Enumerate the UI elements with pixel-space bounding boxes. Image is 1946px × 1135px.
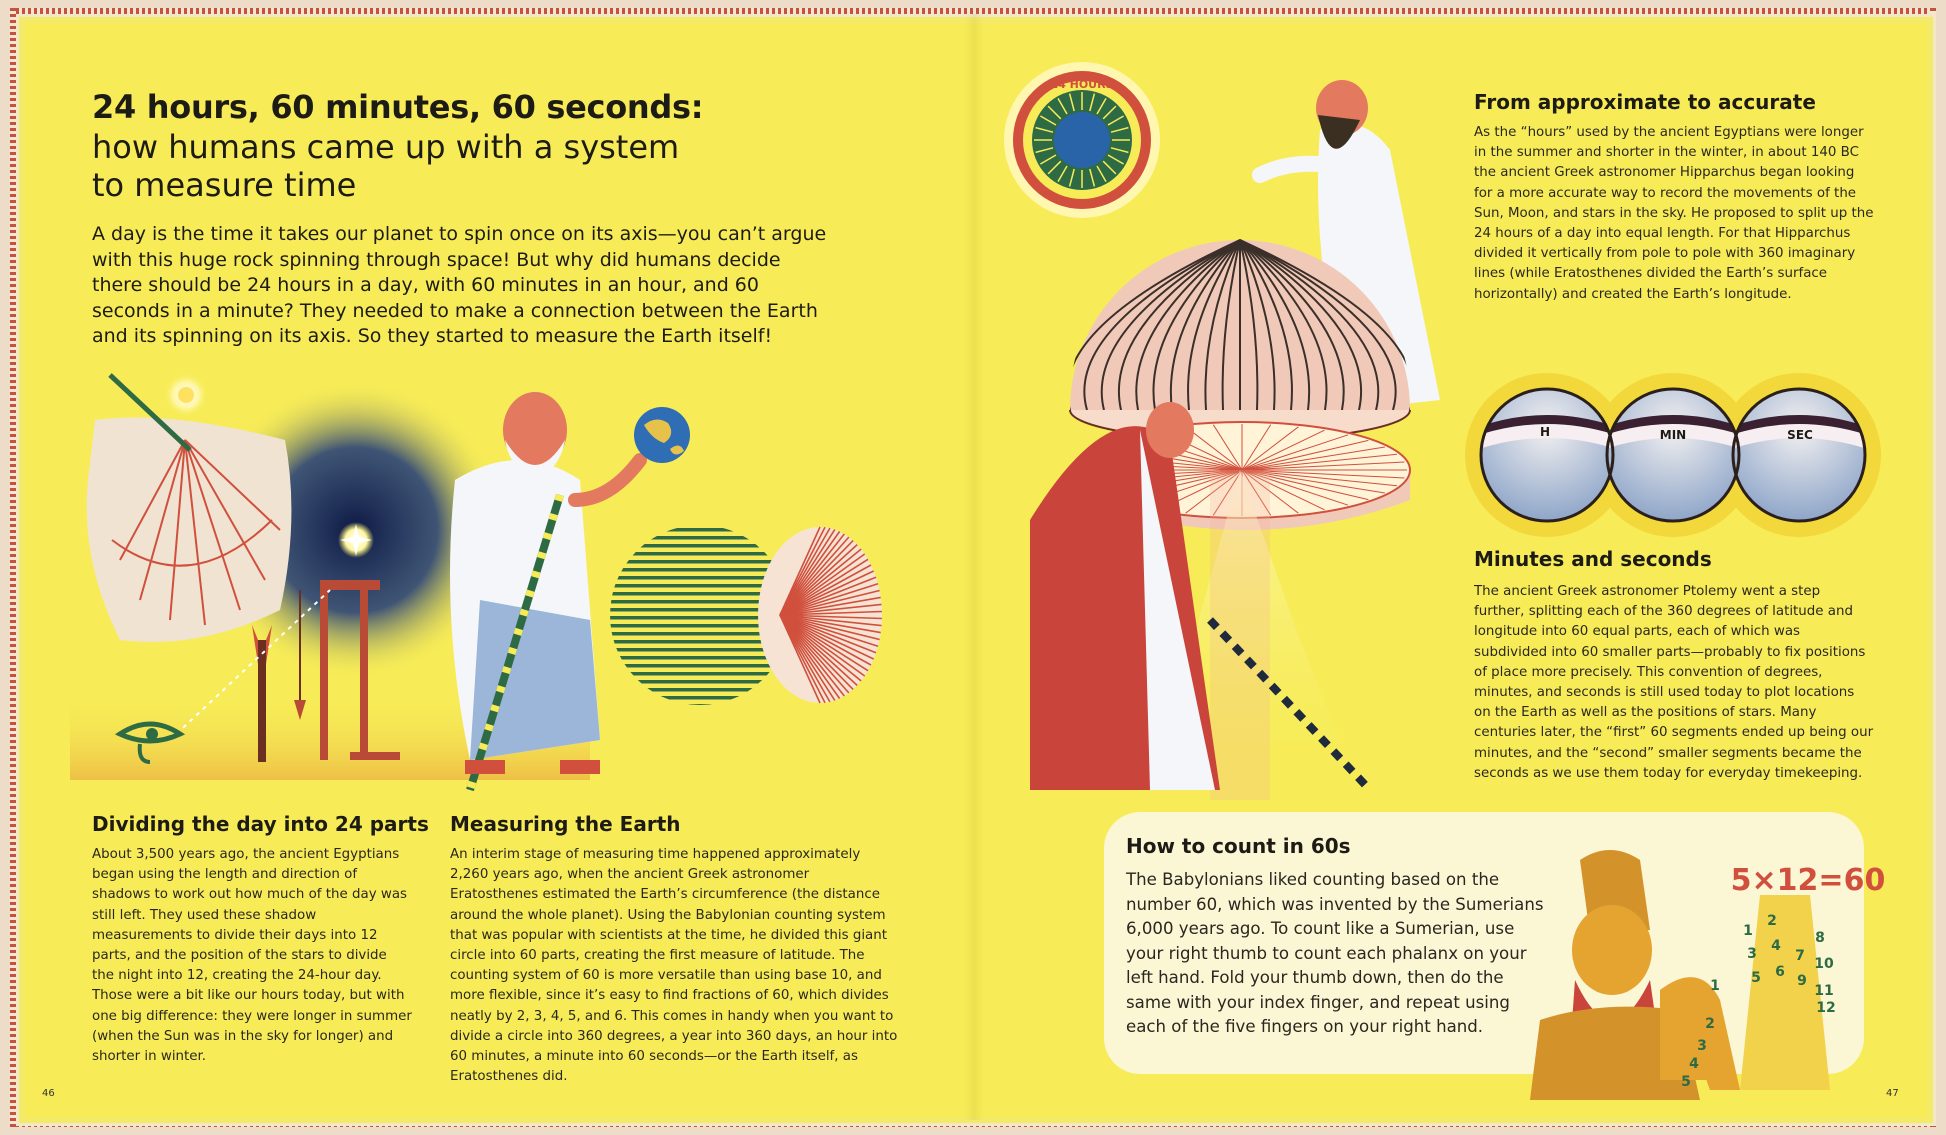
dial-label: 24 HOURS — [1050, 78, 1114, 91]
finger-number: 4 — [1771, 938, 1781, 954]
section-body-dividing: About 3,500 years ago, the ancient Egyptians began using the length and direction of shadows to work out how much of the day was still left. They used these shadow measurements to divide their days into 12 parts, and the position of the stars to divide the night into 12, creating the 24-hour day. Those were a bit like our hours today, but with one big difference: they were longer in summer (when the Sun was in the sky for longer) and shorter in winter. — [92, 847, 412, 1065]
finger-number: 7 — [1795, 948, 1805, 964]
finger-number: 8 — [1815, 930, 1825, 946]
finger-number: 11 — [1814, 983, 1834, 999]
finger-number: 3 — [1747, 946, 1757, 962]
section-body-count: The Babylonians liked counting based on the number 60, which was invented by the Sumerians 6,000 years ago. To count like a Sumerian, use your right thumb to count each phalanx on your left hand. Fold your thumb down, then do the same with your index finger, and repeat using each of the five fingers on your right hand. — [1126, 870, 1544, 1036]
thumb-number: 1 — [1710, 978, 1720, 994]
section-title-dividing: Dividing the day into 24 parts — [92, 812, 429, 836]
page-number-right: 47 — [1886, 1088, 1899, 1099]
finger-number: 1 — [1743, 923, 1753, 939]
section-title-measuring: Measuring the Earth — [450, 812, 681, 836]
intro-paragraph: A day is the time it takes our planet to spin once on its axis—you can’t argue with this huge rock spinning through space! But why did humans decide there should be 24 hours in a day, with 60 minutes in an hour, and 60 seconds in a minute? They needed to make a connection between the Earth and its spinning on its axis. So they started to measure the Earth itself! — [92, 223, 827, 347]
page-subtitle-line-2: to measure time — [92, 166, 357, 204]
section-title-minutes: Minutes and seconds — [1474, 547, 1712, 571]
section-body-approximate: As the “hours” used by the ancient Egyptians were longer in the summer and shorter in the winter, in about 140 BC the ancient Greek astronomer Hipparchus began looking for a more accurate way to record the movements of the Sun, Moon, and stars in the sky. He proposed to split up the 24 hours of a day into equal length. For that Hipparchus divided it vertically from pole to pole with 360 imaginary lines (while Eratosthenes divided the Earth’s surface horizontally) and created the Earth’s longitude. — [1474, 125, 1874, 302]
thumb-number: 2 — [1705, 1016, 1715, 1032]
finger-number: 12 — [1816, 1000, 1836, 1016]
section-body-measuring: An interim stage of measuring time happened approximately 2,260 years ago, when the ancient Greek astronomer Eratosthenes estimated the Earth’s circumference (the distance around the whole planet). Using the Babylonian counting system that was popular with scientists at the time, he divided this giant circle into 60 parts, creating the first measure of latitude. The counting system of 60 is more versatile than using base 10, and more flexible, since it’s easy to find fractions of 60, which divides neatly by 2, 3, 4, 5, and 6. This comes in handy when you want to divide a circle into 360 degrees, a year into 360 days, an hour into 60 minutes, a minute into 60 seconds—or the Earth itself, as Eratosthenes did. — [450, 847, 898, 1085]
finger-number: 9 — [1797, 973, 1807, 989]
thumb-number: 5 — [1681, 1074, 1691, 1090]
lens-h-label: H — [1539, 425, 1551, 439]
equation-label: 5×12=60 — [1730, 863, 1886, 898]
page-title: 24 hours, 60 minutes, 60 seconds: — [92, 88, 704, 126]
section-body-minutes: The ancient Greek astronomer Ptolemy went a step further, splitting each of the 360 degrees of latitude and longitude into 60 equal parts, each of which was subdivided into 60 smaller parts—probably to fix positions of place more precisely. This convention of degrees, minutes, and seconds is still used today to plot locations on the Earth as well as the positions of stars. Many centuries later, the “first” 60 segments ended up being our minutes, and the “second” smaller segments became the seconds as we use them today for everyday timekeeping. — [1474, 584, 1874, 781]
lens-min-label: MIN — [1659, 428, 1687, 442]
section-title-approximate: From approximate to accurate — [1474, 90, 1816, 114]
finger-number: 10 — [1814, 956, 1834, 972]
book-gutter — [964, 14, 984, 1120]
section-title-count: How to count in 60s — [1126, 834, 1351, 858]
finger-number: 5 — [1751, 970, 1761, 986]
finger-number: 6 — [1775, 964, 1785, 980]
finger-number: 2 — [1767, 913, 1777, 929]
page-subtitle-line-1: how humans came up with a system — [92, 128, 680, 166]
thumb-number: 3 — [1697, 1038, 1707, 1054]
page-number-left: 46 — [42, 1088, 55, 1099]
thumb-number: 4 — [1689, 1056, 1699, 1072]
lens-sec-label: SEC — [1787, 428, 1813, 442]
